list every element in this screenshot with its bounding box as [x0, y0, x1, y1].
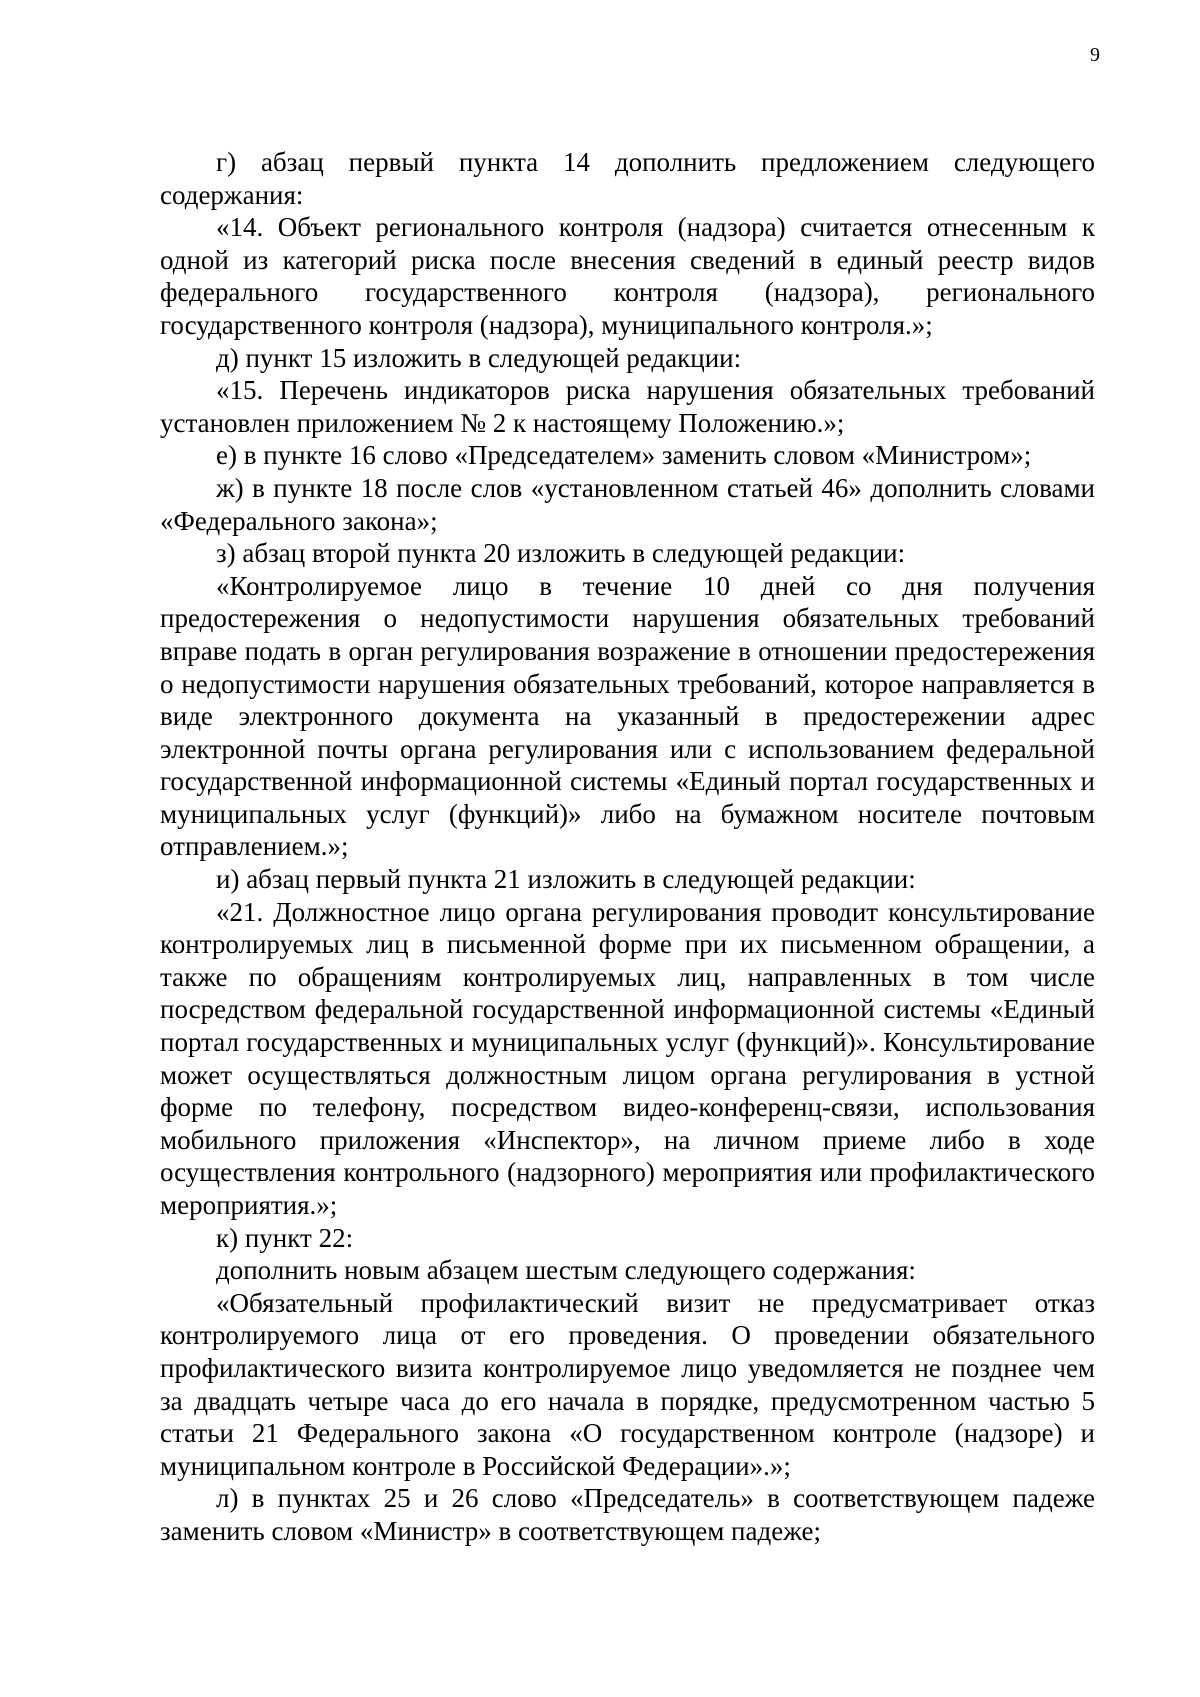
- page-number: 9: [1090, 44, 1100, 66]
- paragraph-item-15-text: «15. Перечень индикаторов риска нарушения обязательных требований установлен приложением № 2 к настоящему Положению.»;: [160, 375, 1095, 438]
- paragraph-item-21-text: «21. Должностное лицо органа регулирования проводит консультирование контролируемых лиц в письменной форме при их письменном обращении, а также по обращениям контролируемых лиц, направленных в том числе посредством федеральной государственной информационной системы «Единый портал государственных и муниципальных услуг (функций)». Консультирование может осуществляться должностным лицом органа регулирования в устной форме по телефону, посредством видео-конференц-связи, использования мобильного приложения «Инспектор», на личном приеме либо в ходе осуществления контрольного (надзорного) мероприятия или профилактического мероприятия.»;: [160, 896, 1095, 1220]
- paragraph-amendment-d: д) пункт 15 изложить в следующей редакции:: [216, 342, 742, 373]
- paragraph-amendment-k: к) пункт 22:: [216, 1222, 354, 1253]
- paragraph-amendment-z: з) абзац второй пункта 20 изложить в следующей редакции:: [216, 538, 906, 569]
- document-body: [160, 146, 1095, 1548]
- paragraph-amendment-g: г) абзац первый пункта 14 дополнить предложением следующего содержания:: [160, 147, 1095, 210]
- paragraph-item-14-text: «14. Объект регионального контроля (надзора) считается отнесенным к одной из категорий риска после внесения сведений в единый реестр видов федерального государственного контроля (надзора), регионального государственного контроля (надзора), муниципального контроля.»;: [160, 212, 1095, 340]
- paragraph-amendment-i: и) абзац первый пункта 21 изложить в следующей редакции:: [216, 864, 916, 895]
- paragraph-amendment-zh: ж) в пункте 18 после слов «установленном статьей 46» дополнить словами «Федерального закона»;: [160, 472, 1095, 536]
- paragraph-add-sixth-subparagraph: дополнить новым абзацем шестым следующего содержания:: [216, 1255, 916, 1286]
- paragraph-amendment-e: е) в пункте 16 слово «Председателем» заменить словом «Министром»;: [216, 440, 1032, 471]
- paragraph-amendment-l: л) в пунктах 25 и 26 слово «Председатель» в соответствующем падеже заменить словом «Министр» в соответствующем падеже;: [160, 1483, 1095, 1546]
- paragraph-item-20-text: «Контролируемое лицо в течение 10 дней со дня получения предостережения о недопустимости нарушения обязательных требований вправе подать в орган регулирования возражение в отношении предостережения о недопустимости нарушения обязательных требований, которое направляется в виде электронного документа на указанный в предостережении адрес электронной почты органа регулирования или с использованием федеральной государственной информационной системы «Единый портал государственных и муниципальных услуг (функций)» либо на бумажном носителе почтовым отправлением.»;: [160, 570, 1095, 862]
- paragraph-item-22-text: «Обязательный профилактический визит не предусматривает отказ контролируемого лица от его проведения. О проведении обязательного профилактического визита контролируемое лицо уведомляется не позднее чем за двадцать четыре часа до его начала в порядке, предусмотренном частью 5 статьи 21 Федерального закона «О государственном контроле (надзоре) и муниципальном контроле в Российской Федерации».»;: [160, 1287, 1095, 1481]
